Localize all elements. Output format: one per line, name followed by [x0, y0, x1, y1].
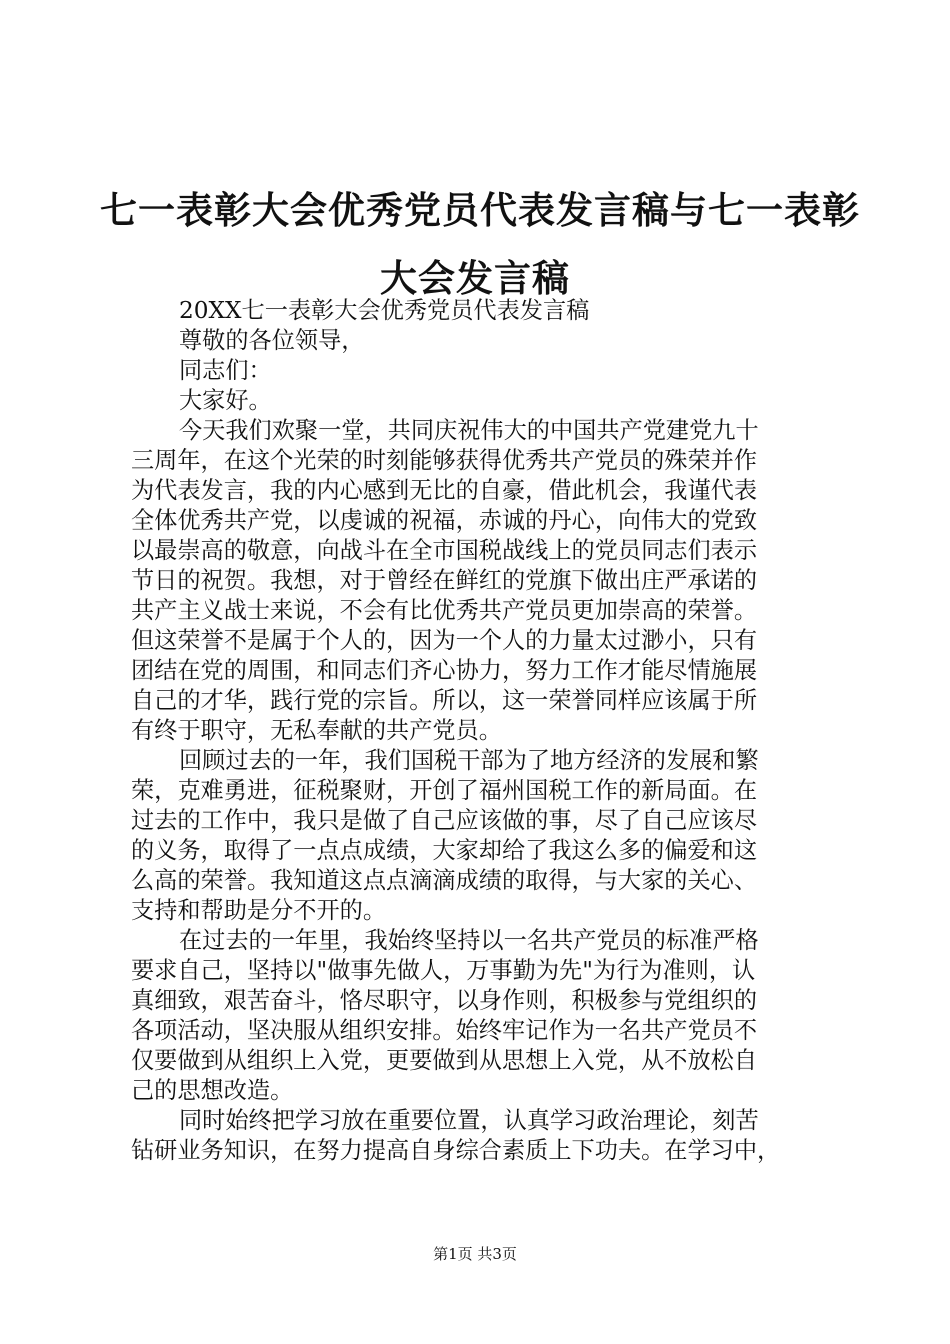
body-line: 但这荣誉不是属于个人的，因为一个人的力量太过渺小，只有: [131, 627, 758, 654]
body-line: 钻研业务知识，在努力提高自身综合素质上下功夫。在学习中，: [131, 1137, 781, 1164]
body-line: 荣，克难勇进，征税聚财，开创了福州国税工作的新局面。在: [131, 777, 758, 804]
body-line: 节日的祝贺。我想，对于曾经在鲜红的党旗下做出庄严承诺的: [131, 567, 758, 594]
body-line: 同时始终把学习放在重要位置，认真学习政治理论，刻苦: [179, 1107, 759, 1134]
body-line: 有终于职守，无私奉献的共产党员。: [131, 717, 502, 744]
body-line: 真细致，艰苦奋斗，恪尽职守，以身作则，积极参与党组织的: [131, 987, 758, 1014]
page-footer: 第1页 共3页: [433, 1245, 517, 1263]
body-line: 同志们：: [179, 357, 272, 384]
body-line: 大家好。: [179, 387, 272, 414]
body-line: 20XX七一表彰大会优秀党员代表发言稿: [179, 297, 590, 324]
body-line: 尊敬的各位领导，: [179, 327, 365, 354]
body-line: 仅要做到从组织上入党，更要做到从思想上入党，从不放松自: [131, 1047, 758, 1074]
body-line: 自己的才华，践行党的宗旨。所以，这一荣誉同样应该属于所: [131, 687, 758, 714]
body-line: 以最崇高的敬意，向战斗在全市国税战线上的党员同志们表示: [131, 537, 758, 564]
body-line: 过去的工作中，我只是做了自己应该做的事，尽了自己应该尽: [131, 807, 758, 834]
document-title: [100, 176, 860, 312]
body-line: 回顾过去的一年，我们国税干部为了地方经济的发展和繁: [179, 747, 759, 774]
body-line: 己的思想改造。: [131, 1077, 294, 1104]
body-line: 团结在党的周围，和同志们齐心协力，努力工作才能尽情施展: [131, 657, 758, 684]
body-line: 各项活动，坚决服从组织安排。始终牢记作为一名共产党员不: [131, 1017, 758, 1044]
body-line: 在过去的一年里，我始终坚持以一名共产党员的标准严格: [179, 927, 759, 954]
title-line-2: 大会发言稿: [380, 256, 570, 300]
body-line: 支持和帮助是分不开的。: [131, 897, 387, 924]
body-line: 为代表发言，我的内心感到无比的自豪，借此机会，我谨代表: [131, 477, 758, 504]
body-line: 共产主义战士来说，不会有比优秀共产党员更加崇高的荣誉。: [131, 597, 758, 624]
body-line: 三周年，在这个光荣的时刻能够获得优秀共产党员的殊荣并作: [131, 447, 758, 474]
title-line-1: 七一表彰大会优秀党员代表发言稿与七一表彰: [100, 188, 860, 232]
body-line: 今天我们欢聚一堂，共同庆祝伟大的中国共产党建党九十: [179, 417, 759, 444]
body-line: 么高的荣誉。我知道这点点滴滴成绩的取得，与大家的关心、: [131, 867, 758, 894]
body-line: 要求自己，坚持以"做事先做人，万事勤为先"为行为准则，认: [131, 957, 756, 984]
document-body: [131, 296, 831, 1166]
body-line: 的义务，取得了一点点成绩，大家却给了我这么多的偏爱和这: [131, 837, 758, 864]
body-line: 全体优秀共产党，以虔诚的祝福，赤诚的丹心，向伟大的党致: [131, 507, 758, 534]
